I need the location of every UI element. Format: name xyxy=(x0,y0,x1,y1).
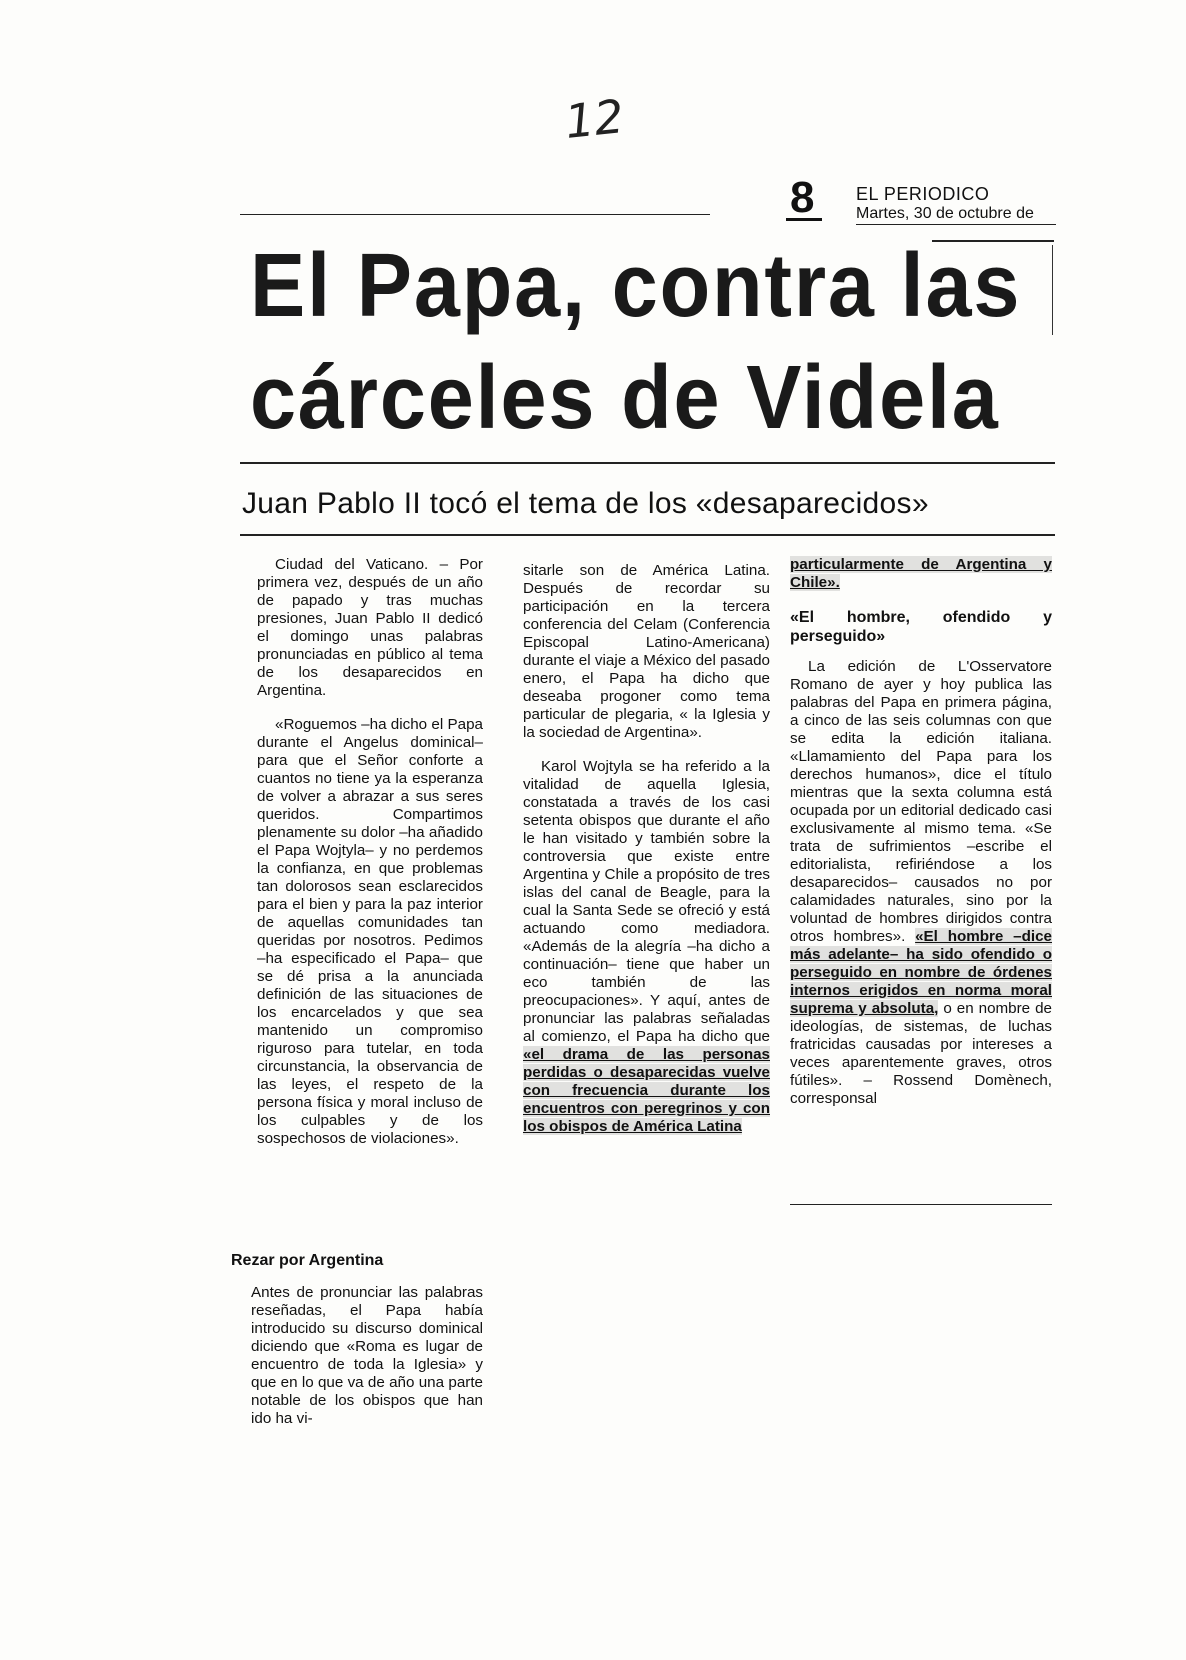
headline xyxy=(250,230,1022,454)
paragraph-text: Karol Wojtyla se ha referido a la vitalidad de aquella Iglesia, constatada a través de los casi setenta obispos que durante el año le han visitado y también sobre la controversia que existe entre Argentina y Chile a propósito de tres islas del canal de Beagle, para la cual la Santa Sede se ofreció y está actuando como mediadora. «Además de la alegría –ha dicho a continuación– tiene que haber un eco también de las preocupaciones». Y aquí, antes de pronunciar las palabras señaladas al comienzo, el Papa ha dicho que xyxy=(523,758,770,1045)
paragraph xyxy=(523,758,770,1136)
paragraph-text: La edición de L'Osservatore Romano de ayer y hoy publica las palabras del Papa en primera página, a cinco de las seis columnas con que se edita la edición italiana. «Llamamiento del Papa para los derechos humanos», dice el título mientras que la sexta columna está ocupada por un editorial dedicado casi exclusivamente al mismo tema. «Se trata de sufrimientos –escribe el editorialista, refiriéndose a los desaparecidos– causados no por calamidades naturales, sino por la voluntad de hombres dirigidos contra otros hombres». xyxy=(790,658,1052,945)
paragraph: «Roguemos –ha dicho el Papa durante el Angelus dominical– para que el Señor conforte a cuantos no tiene ya la esperanza de volver a abrazar a sus seres queridos. Compartimos plenamente su dolor –ha añadido el Papa Wojtyla– y no perdemos la confianza, en que problemas tan dolorosos sean esclarecidos para el bien y para la paz interior de aquellas comunidades tan queridas por nosotros. Pedimos –ha especificado el Papa– que se dé prisa a la anunciada definición de las situaciones de los encarcelados y que sea mantenido un compromiso riguroso para tutelar, en toda circunstancia, la observancia de las leyes, el respeto de la persona física y moral incluso de los culpables y de los sospechosos de violaciones». xyxy=(257,716,483,1147)
paragraph: Ciudad del Vaticano. – Por primera vez, después de un año de papado y tras muchas presiones, Juan Pablo II dedicó el domingo unas palabras pronunciadas en público al tema de los desaparecidos en Argentina. xyxy=(257,556,483,699)
subheadline-rule xyxy=(240,534,1055,536)
highlighted-quote: «El hombre –dice más adelante– ha sido ofendido o perseguido en nombre de órdenes internos erigidos en norma moral suprema y absoluta, xyxy=(790,928,1052,1017)
top-rule xyxy=(240,214,710,215)
paragraph xyxy=(790,556,1052,592)
paragraph: sitarle son de América Latina. Después de recordar su participación en la tercera conferencia del Celam (Conferencia Episcopal Latino-Americana) durante el viaje a México del pasado enero, el Papa ha dicho que deseaba progoner como tema particular de plegaria, « la Iglesia y la sociedad de Argentina». xyxy=(523,562,770,741)
highlighted-quote: particularmente de Argentina y Chile». xyxy=(790,556,1052,591)
section-heading: Rezar por Argentina xyxy=(231,1252,384,1269)
article-end-rule xyxy=(790,1204,1052,1205)
issue-date: Martes, 30 de octubre de xyxy=(856,205,1034,222)
page-number-underline xyxy=(786,218,822,221)
section-heading: «El hombre, ofendido y perseguido» xyxy=(790,609,1052,645)
headline-line-2: cárceles de Videla xyxy=(250,348,1000,448)
page-number: 8 xyxy=(790,173,815,222)
article-column-1-bottom xyxy=(231,1252,483,1444)
article-column-1 xyxy=(257,556,483,1164)
paragraph-text-end: o en nombre de ideologías, de sistemas, de luchas fratricidas causadas por intereses a veces aparentemente graves, otros fútiles». – Rossend Domènech, corresponsal xyxy=(790,1000,1052,1107)
headline-line-1: El Papa, contra las xyxy=(250,236,1022,336)
paragraph xyxy=(790,658,1052,1108)
highlighted-quote: «el drama de las personas perdidas o desaparecidas vuelve con frecuencia durante los encuentros con peregrinos y con los obispos de América Latina xyxy=(523,1046,770,1135)
subheadline: Juan Pablo II tocó el tema de los «desaparecidos» xyxy=(242,487,929,520)
article-column-3 xyxy=(790,556,1052,1124)
newspaper-name: EL PERIODICO xyxy=(856,184,990,204)
handwritten-page-number: 12 xyxy=(562,89,627,149)
paragraph: Antes de pronunciar las palabras reseñadas, el Papa había introducido su discurso dominical diciendo que «Roma es lugar de encuentro de toda la Iglesia» y que en lo que va de año una parte notable de los obispos que han ido ha vi- xyxy=(251,1284,483,1427)
article-column-2 xyxy=(523,562,770,1152)
header-rule xyxy=(856,224,1056,225)
headline-rule xyxy=(240,462,1055,464)
right-margin-line xyxy=(1052,245,1053,335)
